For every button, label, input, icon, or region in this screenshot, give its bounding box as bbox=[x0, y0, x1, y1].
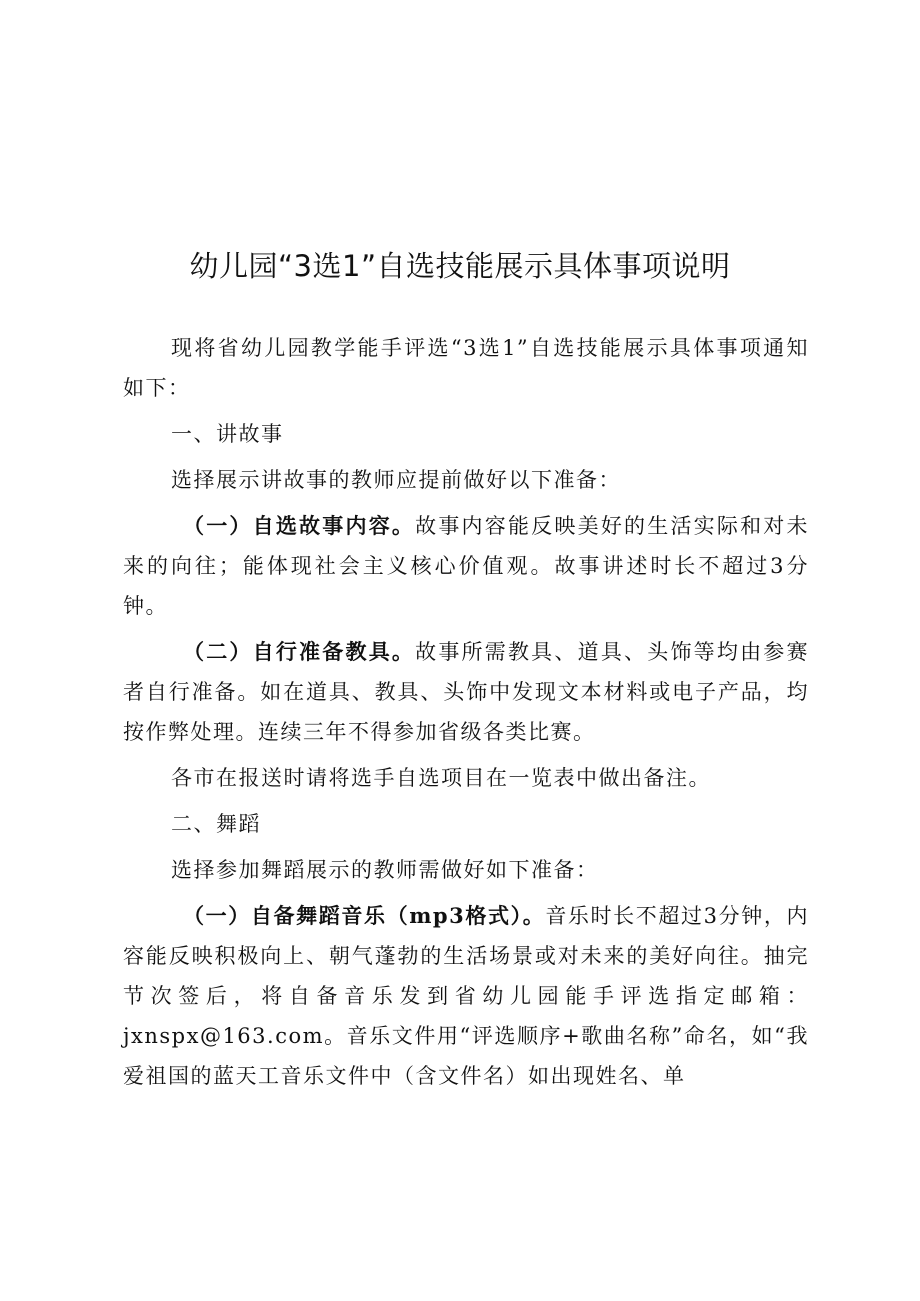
section2-lead: 选择参加舞蹈展示的教师需做好如下准备： bbox=[171, 858, 599, 882]
section1-lead: 选择展示讲故事的教师应提前做好以下准备： bbox=[171, 468, 621, 492]
section2-item1-label: （一）自备舞蹈音乐（mp3格式）。 bbox=[183, 903, 546, 928]
document-title: 幼儿园“3选1”自选技能展示具体事项说明 bbox=[189, 249, 731, 283]
section1-item1-text: 故事内容能反映美好的生活实际和对未来的向往；能体现社会主义核心价值观。故事讲述时长不超过3分钟。 bbox=[123, 514, 810, 618]
section1-heading: 一、讲故事 bbox=[171, 422, 284, 446]
section1-item2-text: 故事所需教具、道具、头饰等均由参赛者自行准备。如在道具、教具、头饰中发现文本材料或电子产品，均按作弊处理。连续三年不得参加省级各类比赛。 bbox=[123, 640, 810, 744]
section1-item2-label: （二）自行准备教具。 bbox=[183, 639, 416, 664]
section2-heading: 二、舞蹈 bbox=[171, 812, 261, 836]
section2-item1 bbox=[123, 896, 809, 1096]
section1-note: 各市在报送时请将选手自选项目在一览表中做出备注。 bbox=[171, 766, 711, 790]
document-body bbox=[123, 328, 809, 1096]
intro-paragraph: 现将省幼儿园教学能手评选“3选1”自选技能展示具体事项通知如下： bbox=[123, 336, 809, 400]
section2-item1-text: 音乐时长不超过3分钟，内容能反映积极向上、朝气蓬勃的生活场景或对未来的美好向往。抽完节次签后，将自备音乐发到省幼儿园能手评选指定邮箱：jxnspx@163.com。音乐文件用“评选顺序+歌曲名称”命名，如“我爱祖国的蓝天工音乐文件中（含文件名）如出现姓名、单 bbox=[123, 904, 809, 1088]
section1-item2 bbox=[123, 632, 809, 752]
section1-item1 bbox=[123, 506, 809, 626]
section1-item1-label: （一）自选故事内容。 bbox=[183, 513, 416, 538]
